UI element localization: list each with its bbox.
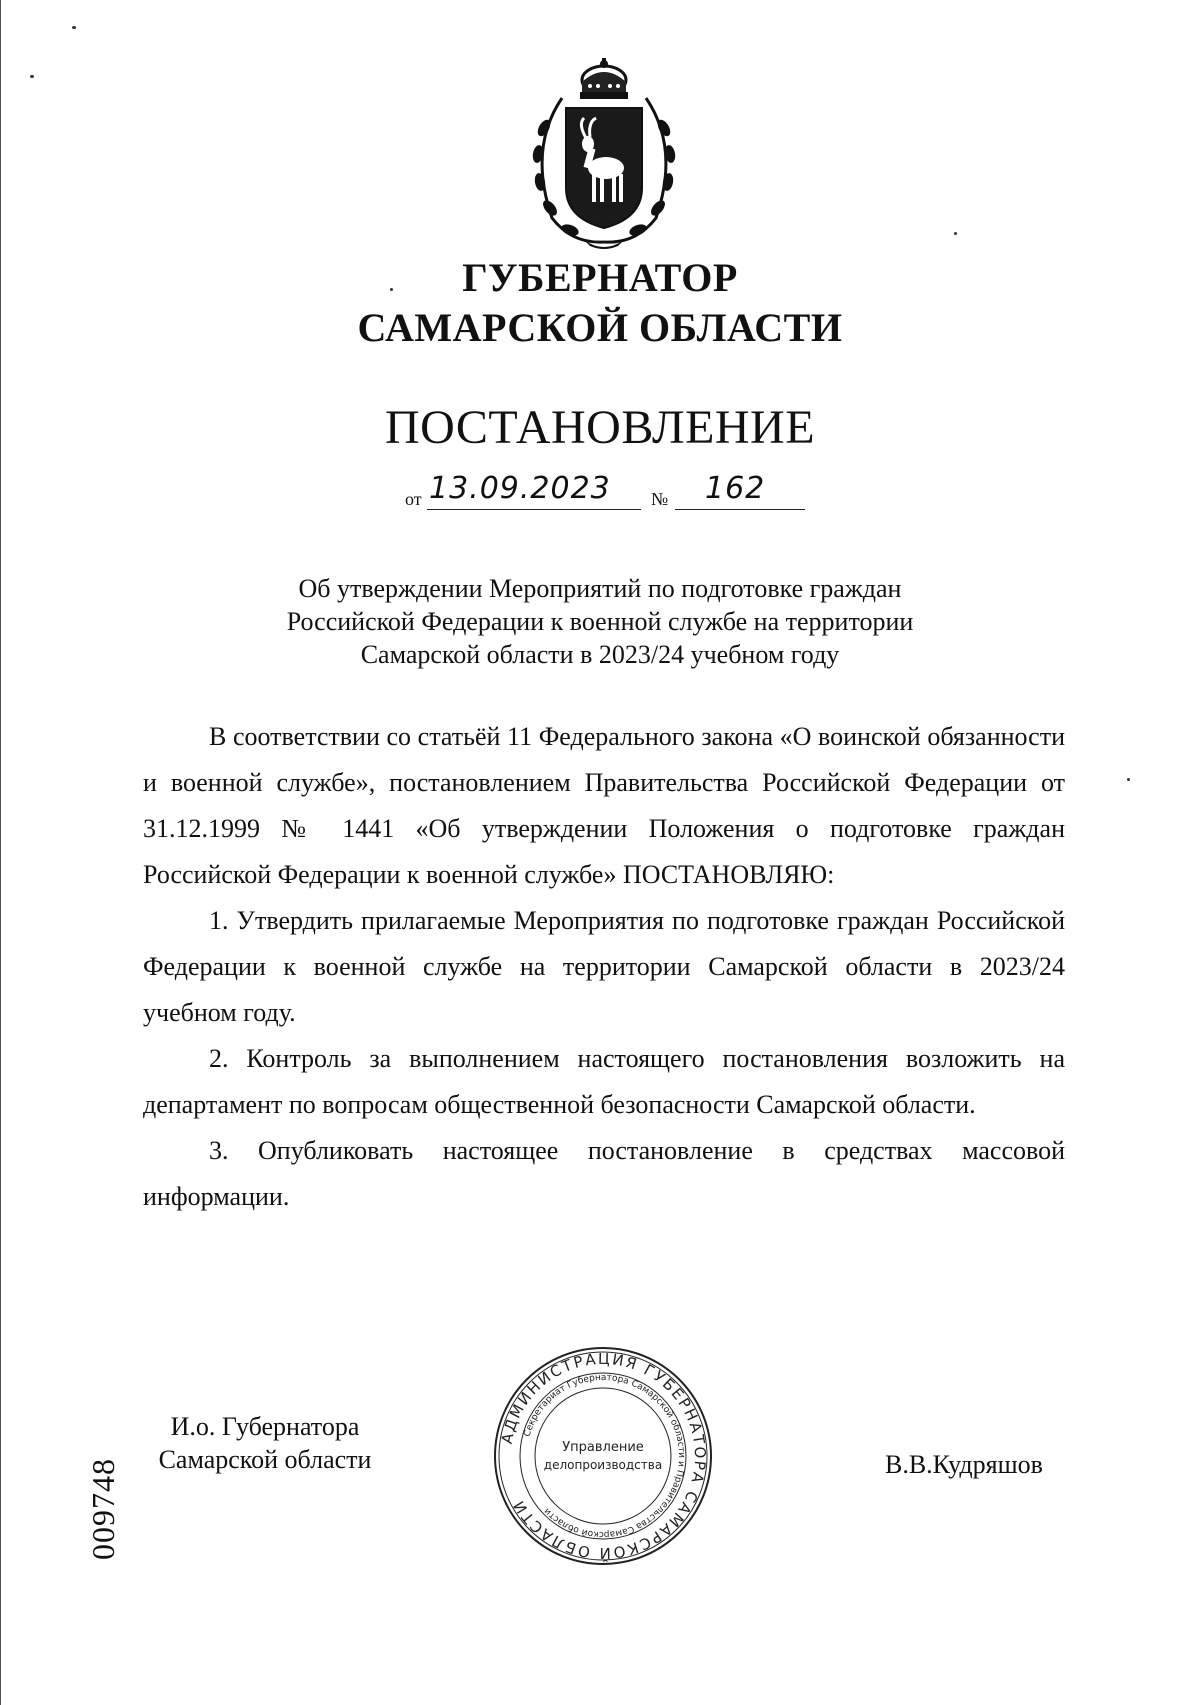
stamp-inner-text: Секретариат Губернатора Самарской области и Правительства Самарской области <box>522 1372 687 1540</box>
handwritten-number: 162 <box>705 471 766 506</box>
official-stamp <box>492 1345 714 1567</box>
number-underline <box>675 509 805 510</box>
clause-3: 3. Опубликовать настоящее постановление в средствах массовой информации. <box>143 1136 1065 1211</box>
date-prefix: от <box>405 489 422 509</box>
handwritten-date: 13.09.2023 <box>429 471 611 506</box>
authority-title-line1: ГУБЕРНАТОР <box>462 255 738 300</box>
document-subject <box>0 572 1200 671</box>
subject-line: Российской Федерации к военной службе на территории <box>286 607 914 636</box>
subject-line: Самарской области в 2023/24 учебном году <box>360 640 840 669</box>
clause-1: 1. Утвердить прилагаемые Мероприятия по подготовке граждан Российской Федерации к военной службе на территории Самарской области в 2023/24 учебном году. <box>143 906 1065 1027</box>
date-underline <box>427 509 641 510</box>
scan-speck <box>72 26 76 29</box>
date-number-line <box>405 471 805 515</box>
document-type: ПОСТАНОВЛЕНИЕ <box>384 401 816 454</box>
preamble-paragraph: В соответствии со статьёй 11 Федерального закона «О воинской обязанности и военной службе», постановлением Правительства Российской Федерации от 31.12.1999 № 1441 «Об утверждении Положения о подготовке граждан Российской Федерации к военной службе» ПОСТАНОВЛЯЮ: <box>143 722 1065 889</box>
stamp-outer-text: АДМИНИСТРАЦИЯ ГУБЕРНАТОРА САМАРСКОЙ ОБЛАСТИ <box>497 1349 710 1563</box>
document-body <box>143 714 1065 1220</box>
position-line: Самарской области <box>158 1445 372 1474</box>
scan-speck <box>1127 778 1130 781</box>
number-prefix: № <box>651 489 669 509</box>
signatory-name: В.В.Кудряшов <box>885 1450 1043 1479</box>
authority-title-line2: САМАРСКОЙ ОБЛАСТИ <box>357 305 843 350</box>
scan-speck <box>954 232 957 235</box>
signatory-position <box>150 1410 380 1476</box>
scan-speck <box>390 288 393 291</box>
position-line: И.о. Губернатора <box>170 1412 360 1441</box>
subject-line: Об утверждении Мероприятий по подготовке граждан <box>298 574 902 603</box>
registration-number: 009748 <box>85 1458 121 1560</box>
clause-2: 2. Контроль за выполнением настоящего постановления возложить на департамент по вопросам общественной безопасности Самарской области. <box>143 1044 1065 1119</box>
scan-speck <box>30 75 34 78</box>
coat-of-arms-icon <box>522 58 686 254</box>
stamp-center-line2: делопроизводства <box>543 1458 663 1472</box>
stamp-center-line1: Управление <box>562 1440 644 1455</box>
